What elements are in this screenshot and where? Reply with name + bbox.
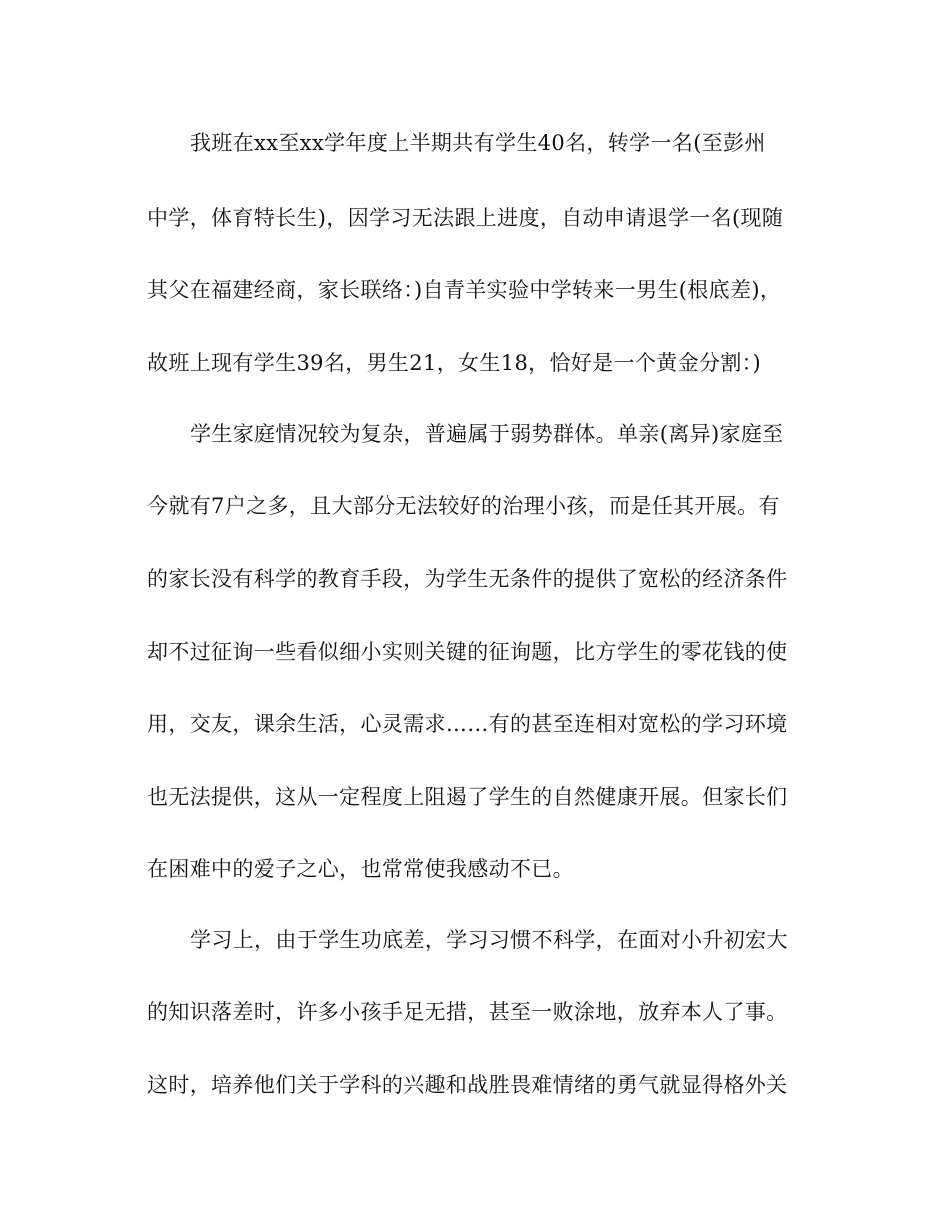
text-line: 今就有7户之多，且大部分无法较好的治理小孩，而是任其开展。有 bbox=[147, 494, 780, 518]
text-line: 在困难中的爱子之心，也常常使我感动不已。 bbox=[147, 857, 574, 881]
text-line: 用，交友，课余生活，心灵需求……有的甚至连相对宽松的学习环境 bbox=[147, 712, 788, 736]
text-line: 的家长没有科学的教育手段，为学生无条件的提供了宽松的经济条件 bbox=[147, 567, 788, 591]
text-line: 故班上现有学生39名，男生21，女生18，恰好是一个黄金分割：) bbox=[147, 351, 762, 375]
text-line: 这时，培养他们关于学科的兴趣和战胜畏难情绪的勇气就显得格外关 bbox=[147, 1073, 788, 1097]
text-line: 学习上，由于学生功底差，学习习惯不科学，在面对小升初宏大 bbox=[190, 928, 788, 952]
text-line: 学生家庭情况较为复杂，普遍属于弱势群体。单亲(离异)家庭至 bbox=[190, 422, 784, 446]
text-line: 我班在xx至xx学年度上半期共有学生40名，转学一名(至彭州 bbox=[190, 131, 766, 155]
text-line: 的知识落差时，许多小孩手足无措，甚至一败涂地，放弃本人了事。 bbox=[147, 1000, 788, 1024]
text-line: 其父在福建经商，家长联络：)自青羊实验中学转来一男生(根底差)， bbox=[147, 278, 782, 302]
text-line: 却不过征询一些看似细小实则关键的征询题，比方学生的零花钱的使 bbox=[147, 640, 788, 664]
text-line: 中学，体育特长生)，因学习无法跟上进度，自动申请退学一名(现随 bbox=[147, 206, 784, 230]
text-line: 也无法提供，这从一定程度上阻遏了学生的自然健康开展。但家长们 bbox=[147, 785, 788, 809]
